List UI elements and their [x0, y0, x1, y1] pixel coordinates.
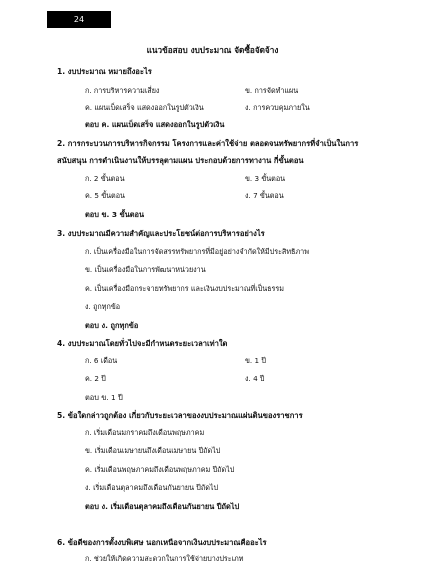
q3-option-c: ค. เป็นเครื่องมือกระจายทรัพยากร และเงินงบประมาณที่เป็นธรรม: [85, 284, 285, 293]
q1-option-a: ก. การบริหารความเสี่ยง: [85, 86, 160, 95]
q2-option-a: ก. 2 ขั้นตอน: [85, 174, 125, 183]
q3-option-b: ข. เป็นเครื่องมือในการพัฒนาหน่วยงาน: [85, 265, 206, 274]
page-title: แนวข้อสอบ งบประมาณ จัดซื้อจัดจ้าง: [146, 45, 279, 55]
page-number-badge: 24: [47, 11, 111, 28]
q2-option-c: ค. 5 ขั้นตอน: [85, 191, 125, 200]
question-2-line-2: สนับสนุน การดำเนินงานให้บรรลุตามแผน ประกอบด้วยการทางาน กี่ขั้นตอน: [57, 156, 304, 165]
q6-option-a: ก. ช่วยให้เกิดความสะดวกในการใช้จ่ายบางประเภท: [85, 554, 244, 563]
question-3: 3. งบประมาณมีความสำคัญและประโยชน์ต่อการบริหารอย่างไร: [57, 229, 265, 238]
q4-option-a: ก. 6 เดือน: [85, 356, 118, 365]
q4-option-c: ค. 2 ปี: [85, 374, 106, 383]
q2-answer: ตอบ ข. 3 ขั้นตอน: [85, 210, 145, 219]
q1-answer: ตอบ ค. แผนเบ็ดเสร็จ แสดงออกในรูปตัวเงิน: [85, 120, 225, 129]
q4-option-b: ข. 1 ปี: [245, 356, 266, 365]
q3-answer: ตอบ ง. ถูกทุกข้อ: [85, 321, 139, 330]
question-5: 5. ข้อใดกล่าวถูกต้อง เกี่ยวกับระยะเวลาของงบประมาณแผ่นดินของราชการ: [57, 411, 303, 420]
q5-option-d: ง. เริ่มเดือนตุลาคมถึงเดือนกันยายน ปีถัดไป: [85, 483, 219, 492]
q3-option-a: ก. เป็นเครื่องมือในการจัดสรรทรัพยากรที่มีอยู่อย่างจำกัดให้มีประสิทธิภาพ: [85, 247, 309, 256]
question-1: 1. งบประมาณ หมายถึงอะไร: [57, 67, 152, 76]
q5-option-c: ค. เริ่มเดือนพฤษภาคมถึงเดือนพฤษภาคม ปีถัดไป: [85, 465, 235, 474]
q1-option-d: ง. การควบคุมภายใน: [245, 103, 310, 112]
q5-answer: ตอบ ง. เริ่มเดือนตุลาคมถึงเดือนกันยายน ปีถัดไป: [85, 502, 240, 511]
question-2-line-1: 2. การกระบวนการบริหารกิจกรรม โครงการและค่าใช้จ่าย ตลอดจนทรัพยากรที่จำเป็นในการ: [57, 139, 359, 148]
q4-answer: ตอบ ข. 1 ปี: [85, 393, 123, 402]
question-6: 6. ข้อดีของการตั้งงบพิเศษ นอกเหนือจากเงินงบประมาณคืออะไร: [57, 538, 267, 547]
q1-option-c: ค. แผนเบ็ดเสร็จ แสดงออกในรูปตัวเงิน: [85, 103, 204, 112]
q5-option-a: ก. เริ่มเดือนมกราคมถึงเดือนพฤษภาคม: [85, 428, 205, 437]
q3-option-d: ง. ถูกทุกข้อ: [85, 302, 121, 311]
q2-option-d: ง. 7 ขั้นตอน: [245, 191, 284, 200]
question-4: 4. งบประมาณโดยทั่วไปจะมีกำหนดระยะเวลาเท่าใด: [57, 339, 228, 348]
q2-option-b: ข. 3 ขั้นตอน: [245, 174, 286, 183]
q1-option-b: ข. การจัดทำแผน: [245, 86, 299, 95]
q4-option-d: ง. 4 ปี: [245, 374, 265, 383]
q5-option-b: ข. เริ่มเดือนเมษายนถึงเดือนเมษายน ปีถัดไป: [85, 446, 221, 455]
